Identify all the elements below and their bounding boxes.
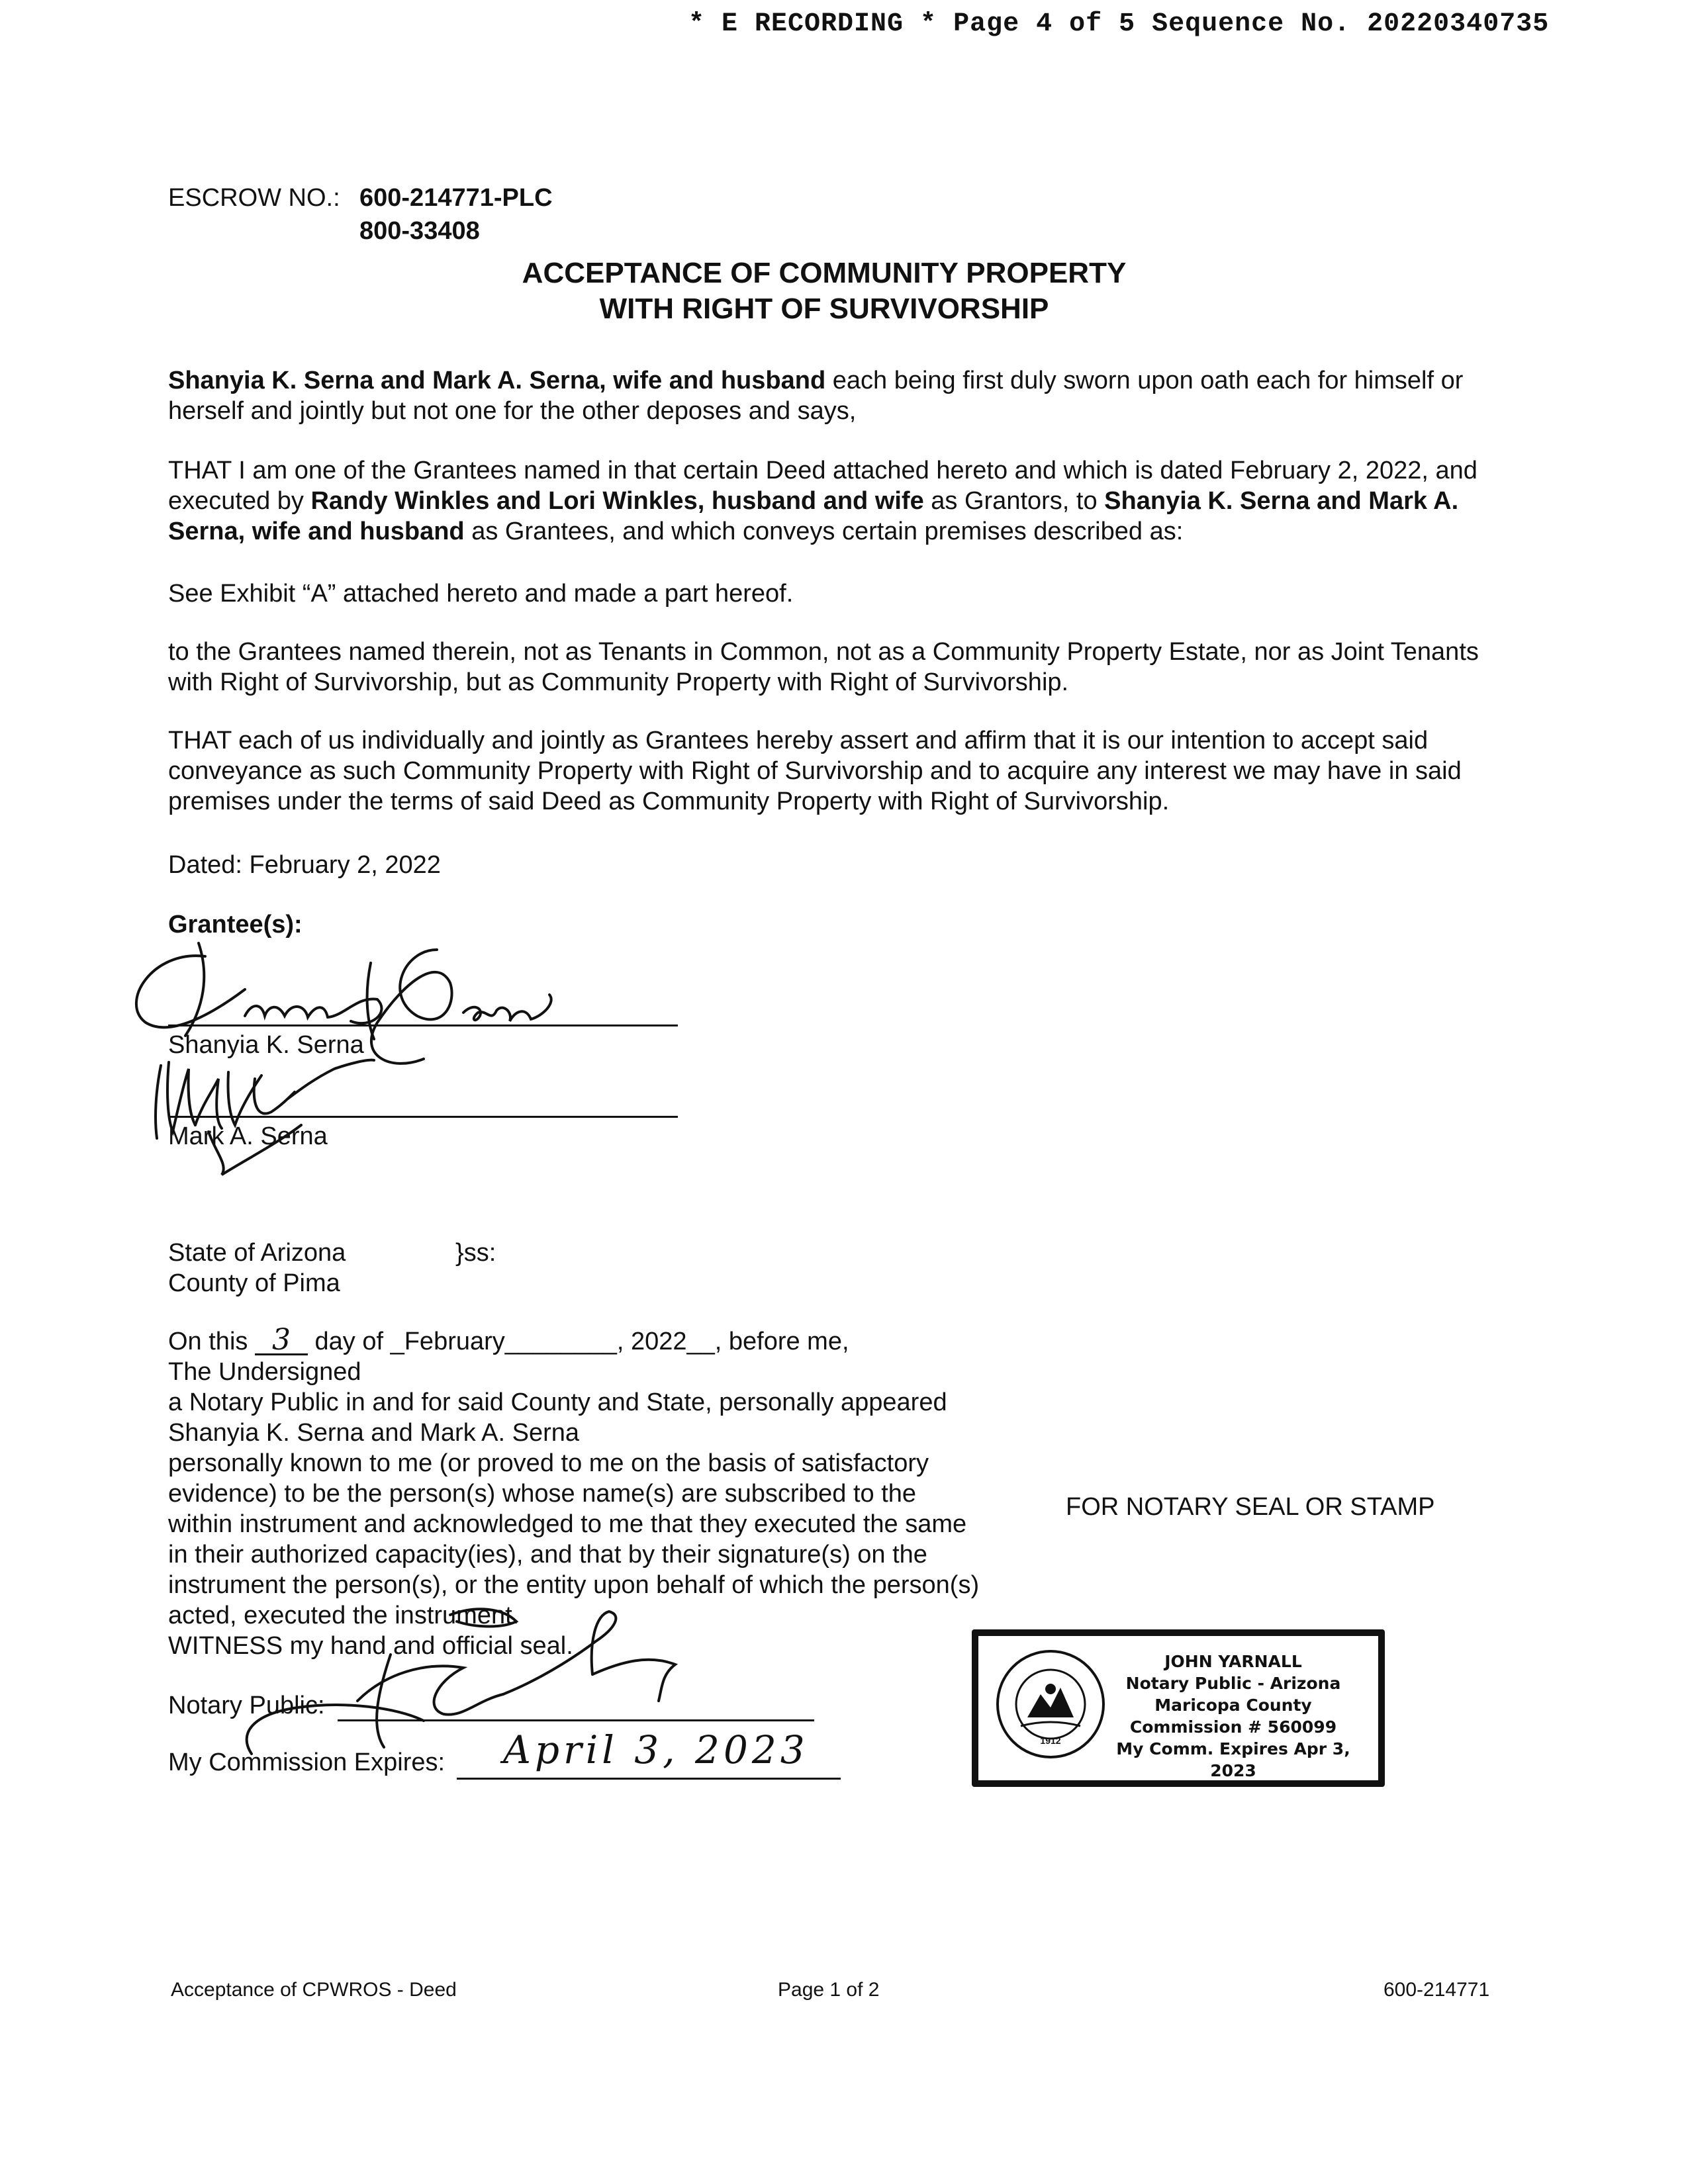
paragraph-text: as Grantees, and which conveys certain premises described as: (464, 518, 1184, 545)
notary-public-label: Notary Public: (168, 1692, 325, 1719)
affiant-names: Shanyia K. Serna and Mark A. Serna, wife and husband (168, 367, 826, 394)
paragraph-text: as Grantors, to (923, 487, 1105, 515)
recording-header: * E RECORDING * Page 4 of 5 Sequence No. 20220340735 (688, 9, 1550, 39)
commission-expiry-value: April 3, 2023 (503, 1727, 809, 1772)
stamp-commission-number: Commission # 560099 (1129, 1717, 1337, 1737)
title-line-1: ACCEPTANCE OF COMMUNITY PROPERTY (522, 257, 1127, 289)
seal-caption: FOR NOTARY SEAL OR STAMP (1066, 1493, 1435, 1521)
signature-mark-serna (149, 1052, 460, 1185)
venue-ss: }ss: (455, 1239, 496, 1267)
paragraph-tenancy: to the Grantees named therein, not as Tenants in Common, not as a Community Property Estate, nor as Joint Tenants with Right of Survivorship, but as Community Property with Right of Survivorship. (168, 638, 1479, 696)
acknowledgment-line: personally known to me (or proved to me on the basis of satisfactory (168, 1449, 929, 1477)
acknowledgment-line: evidence) to be the person(s) whose name(s) are subscribed to the (168, 1480, 917, 1508)
acknowledgment-line: Shanyia K. Serna and Mark A. Serna (168, 1419, 580, 1447)
stamp-title: Notary Public - Arizona (1125, 1674, 1341, 1693)
escrow-number-secondary: 800-33408 (359, 217, 480, 245)
paragraph-affiants (168, 365, 1499, 426)
commission-line (457, 1778, 841, 1780)
grantees-label: Grantee(s): (168, 911, 303, 938)
escrow-number: 600-214771-PLC (359, 184, 553, 212)
notary-signature (225, 1602, 688, 1760)
acknowledgment-line: instrument the person(s), or the entity upon behalf of which the person(s) (168, 1571, 980, 1599)
acknowledgment-line: in their authorized capacity(ies), and that by their signature(s) on the (168, 1541, 927, 1569)
stamp-notary-name: JOHN YARNALL (1164, 1652, 1302, 1671)
footer-page-number: Page 1 of 2 (778, 1979, 880, 2001)
venue-state: State of Arizona (168, 1239, 346, 1267)
stamp-county: Maricopa County (1154, 1696, 1312, 1715)
grantee-names: Shanyia K. Serna and Mark A. Serna, wife and husband (168, 487, 1459, 545)
commission-label: My Commission Expires: (168, 1749, 445, 1776)
on-this-label: On this (168, 1328, 255, 1355)
stamp-seal-year: 1912 (1040, 1735, 1061, 1746)
title-line-2: WITH RIGHT OF SURVIVORSHIP (599, 293, 1049, 325)
paragraph-deed (168, 455, 1499, 547)
acknowledgment-date-line (168, 1323, 849, 1357)
acknowledgment-line: within instrument and acknowledged to me that they executed the same (168, 1510, 967, 1538)
stamp-text (1111, 1651, 1356, 1782)
paragraph-text: each being first duly sworn upon oath each for himself or herself and jointly but not one for the other deposes and says, (168, 367, 1464, 425)
escrow-label: ESCROW NO.: (168, 184, 340, 212)
acknowledgment-line: WITNESS my hand and official seal. (168, 1632, 573, 1660)
acknowledgment-officer: The Undersigned (168, 1358, 361, 1386)
grantee-name-1: Shanyia K. Serna (168, 1031, 364, 1059)
dated-line: Dated: February 2, 2022 (168, 851, 441, 879)
footer-right: 600-214771 (1383, 1979, 1490, 2001)
paragraph-text: THAT I am one of the Grantees named in that certain Deed attached hereto and which is dated February 2, 2022, and executed by (168, 457, 1477, 515)
footer-left: Acceptance of CPWROS - Deed (171, 1979, 457, 2001)
acknowledgment-line: a Notary Public in and for said County and State, personally appeared (168, 1388, 947, 1416)
document-title (305, 255, 1344, 327)
day-value: 3 (255, 1327, 308, 1355)
paragraph-exhibit: See Exhibit “A” attached hereto and made a part hereof. (168, 580, 794, 608)
paragraph-affirmation: THAT each of us individually and jointly as Grantees hereby assert and affirm that it is our intention to accept said conveyance as such Community Property with Right of Survivorship and to acquire any interest we may have in said premises under the terms of said Deed as Community Property with Right of Survivorship. (168, 727, 1462, 815)
stamp-expiry: My Comm. Expires Apr 3, 2023 (1116, 1739, 1350, 1780)
acknowledgment-line: acted, executed the instrument. (168, 1602, 520, 1629)
venue-county: County of Pima (168, 1269, 340, 1297)
day-of-text: day of _February________, 2022__, before me, (307, 1328, 849, 1355)
notary-stamp (972, 1629, 1385, 1787)
grantor-names: Randy Winkles and Lori Winkles, husband and wife (310, 487, 924, 515)
grantee-name-2: Mark A. Serna (168, 1122, 328, 1150)
